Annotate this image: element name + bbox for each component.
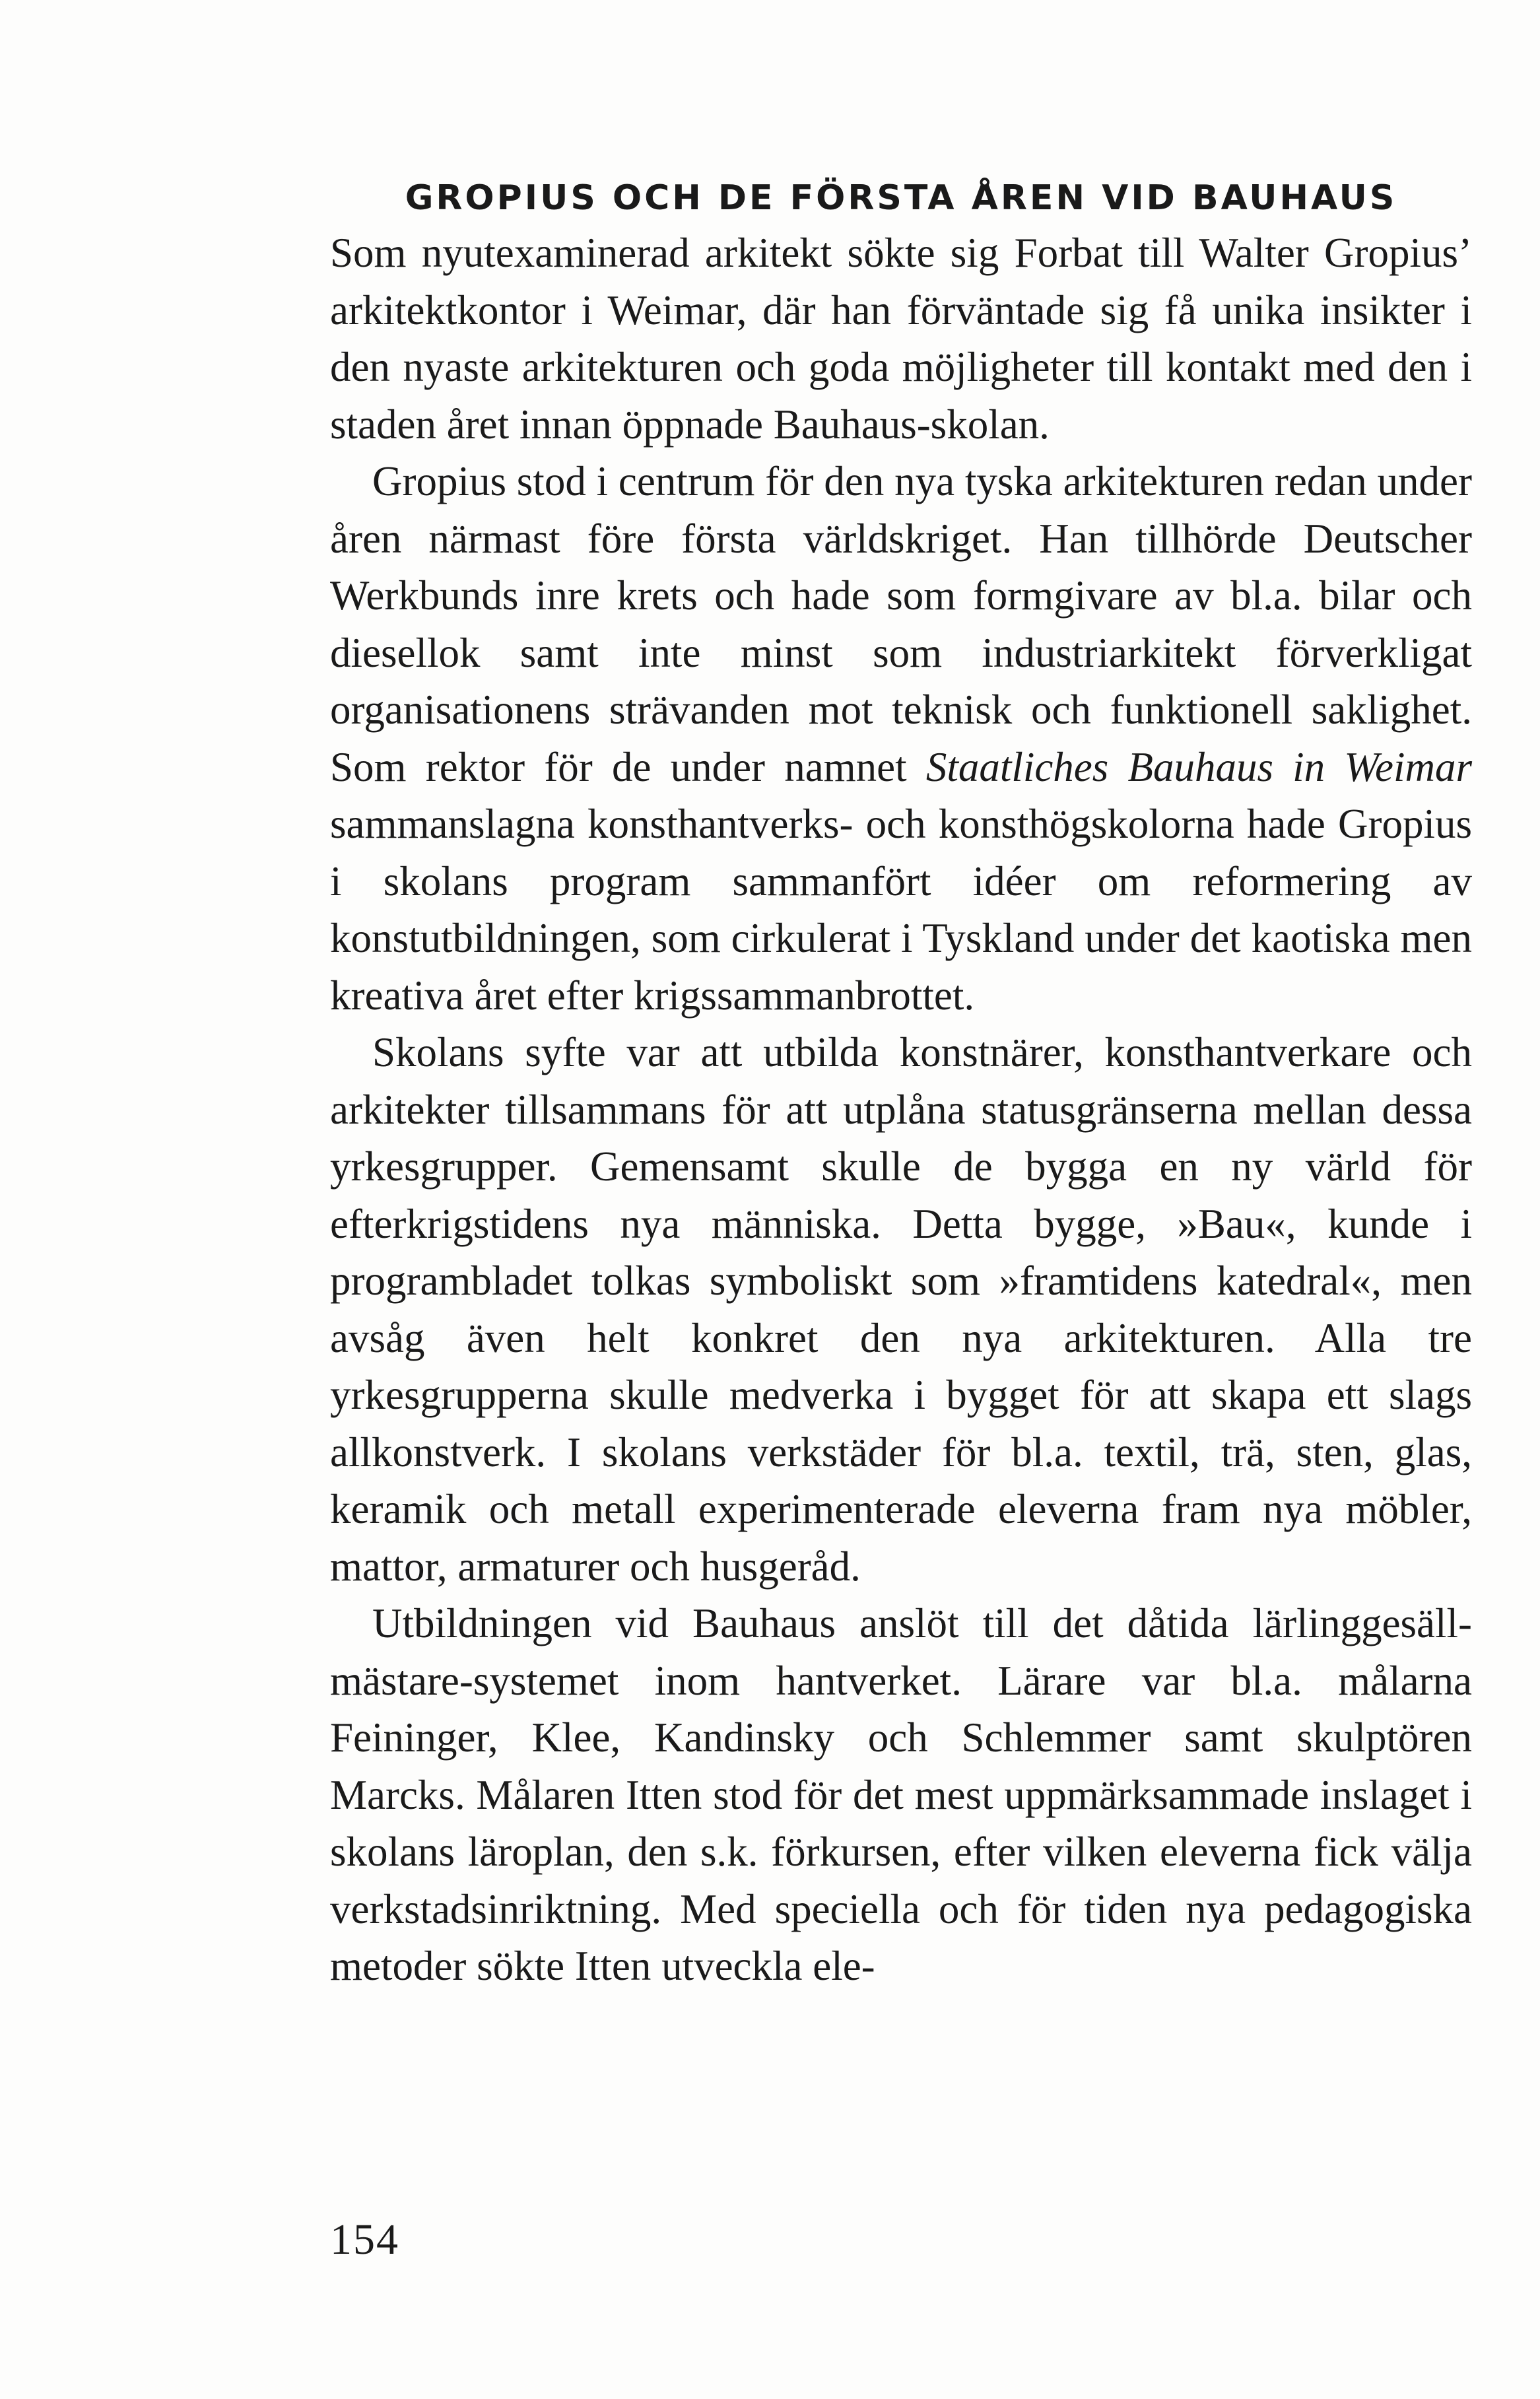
text-run: Utbildningen vid Bauhaus anslöt till det dåtida lärlinggesäll-mästare-systemet inom hantverket. Lärare var bl.a. målarna Feininger, Klee, Kandinsky och Schlemmer samt skulptören Marcks. Målaren Itten stod för det mest uppmärksammade inslaget i skolans läroplan, den s.k. förkursen, efter vilken eleverna fick välja verkstadsinriktning. Med speciella och för tiden nya pedagogiska metoder sökte Itten utveckla ele- (330, 1600, 1472, 1989)
paragraph (330, 1595, 1472, 1995)
text-run: sammanslagna konsthantverks- och konsthögskolorna hade Gropius i skolans program sammanfört idéer om reformering av konstutbildningen, som cirkulerat i Tyskland under det kaotiska men kreativa året efter krigssammanbrottet. (330, 801, 1472, 1019)
page-number: 154 (330, 2215, 399, 2264)
section-heading: GROPIUS OCH DE FÖRSTA ÅREN VID BAUHAUS (405, 178, 1397, 218)
text-run: Skolans syfte var att utbilda konstnärer, konsthantverkare och arkitekter tillsammans för att utplåna statusgränserna mellan dessa yrkesgrupper. Gemensamt skulle de bygga en ny värld för efterkrigstidens nya människa. Detta bygge, »Bau«, kunde i programbladet tolkas symboliskt som »framtidens katedral«, men avsåg även helt konkret den nya arkitekturen. Alla tre yrkesgrupperna skulle medverka i bygget för att skapa ett slags allkonstverk. I skolans verkstäder för bl.a. textil, trä, sten, glas, keramik och metall experimenterade eleverna fram nya möbler, mattor, armaturer och husgeråd. (330, 1029, 1472, 1590)
body-text (330, 224, 1472, 1995)
paragraph (330, 1024, 1472, 1595)
paragraph (330, 224, 1472, 453)
italic-title: Staatliches Bauhaus in Weimar (925, 743, 1472, 790)
text-run: Som nyutexaminerad arkitekt sökte sig Forbat till Walter Gropius’ arkitektkontor i Weimar, där han förväntade sig få unika insikter i den nyaste arkitekturen och goda möjligheter till kontakt med den i staden året innan öppnade Bauhaus-skolan. (330, 230, 1472, 448)
paragraph (330, 453, 1472, 1024)
text-run: Gropius stod i centrum för den nya tyska arkitekturen redan under åren närmast före första världskriget. Han tillhörde Deutscher Werkbunds inre krets och hade som formgivare av bl.a. bilar och diesellok samt inte minst som industriarkitekt förverkligat organisationens strävanden mot teknisk och funktionell saklighet. Som rektor för de under namnet (330, 458, 1472, 790)
text-block (330, 172, 1472, 1995)
